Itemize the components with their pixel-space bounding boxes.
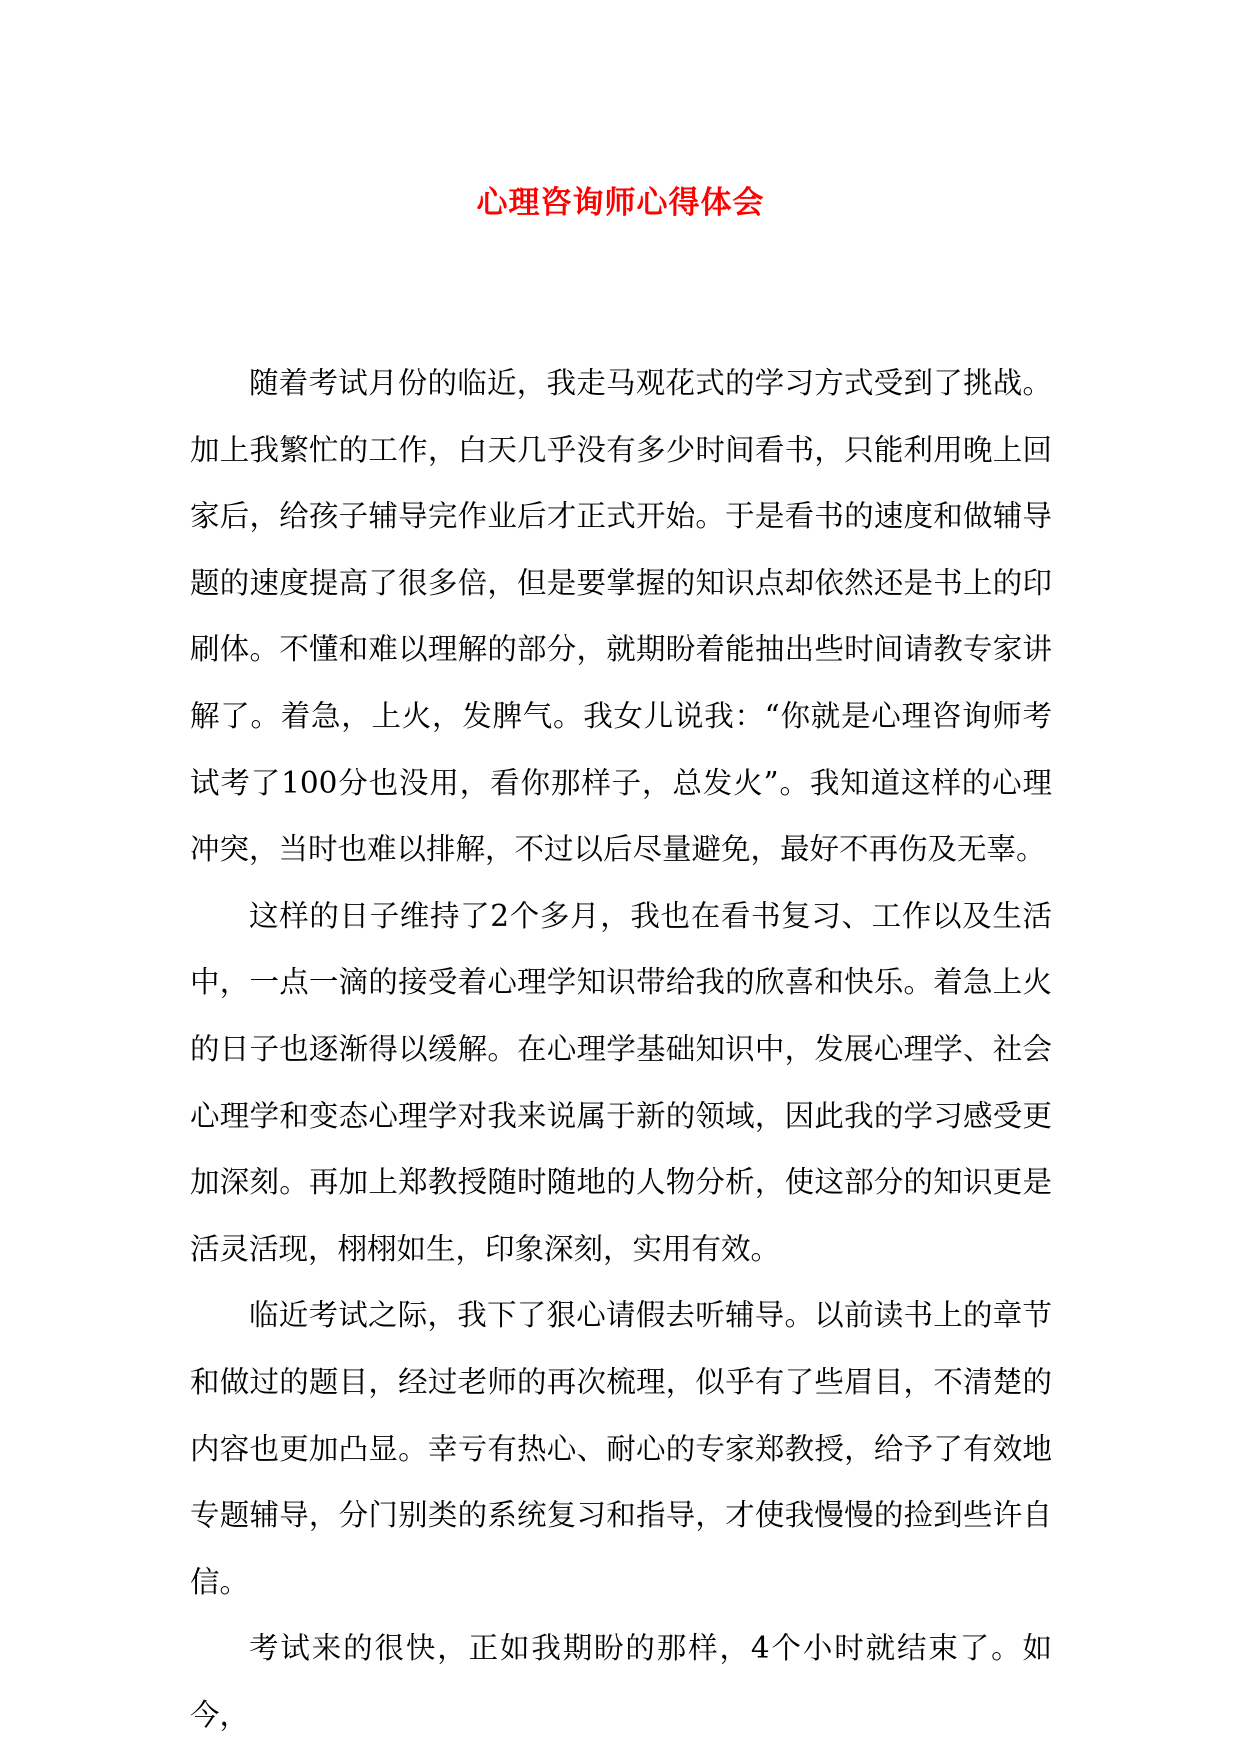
document-body — [190, 350, 1052, 1748]
page-title: 心理咨询师心得体会 — [476, 184, 765, 221]
paragraph-3: 临近考试之际，我下了狠心请假去听辅导。以前读书上的章节和做过的题目，经过老师的再次梳理，似乎有了些眉目，不清楚的内容也更加凸显。幸亏有热心、耐心的专家郑教授，给予了有效地专题辅导，分门别类的系统复习和指导，才使我慢慢的捡到些许自信。 — [190, 1298, 1052, 1599]
paragraph-4: 考试来的很快，正如我期盼的那样，4个小时就结束了。如今， — [190, 1631, 1052, 1732]
paragraph-2: 这样的日子维持了2个多月，我也在看书复习、工作以及生活中，一点一滴的接受着心理学知识带给我的欣喜和快乐。着急上火的日子也逐渐得以缓解。在心理学基础知识中，发展心理学、社会心理学和变态心理学对我来说属于新的领域，因此我的学习感受更加深刻。再加上郑教授随时随地的人物分析，使这部分的知识更是活灵活现，栩栩如生，印象深刻，实用有效。 — [190, 898, 1052, 1266]
paragraph-1: 随着考试月份的临近，我走马观花式的学习方式受到了挑战。加上我繁忙的工作，白天几乎没有多少时间看书，只能利用晚上回家后，给孩子辅导完作业后才正式开始。于是看书的速度和做辅导题的速度提高了很多倍，但是要掌握的知识点却依然还是书上的印刷体。不懂和难以理解的部分，就期盼着能抽出些时间请教专家讲解了。着急，上火，发脾气。我女儿说我：“你就是心理咨询师考试考了100分也没用，看你那样子，总发火”。我知道这样的心理冲突，当时也难以排解，不过以后尽量避免，最好不再伤及无辜。 — [190, 366, 1052, 867]
